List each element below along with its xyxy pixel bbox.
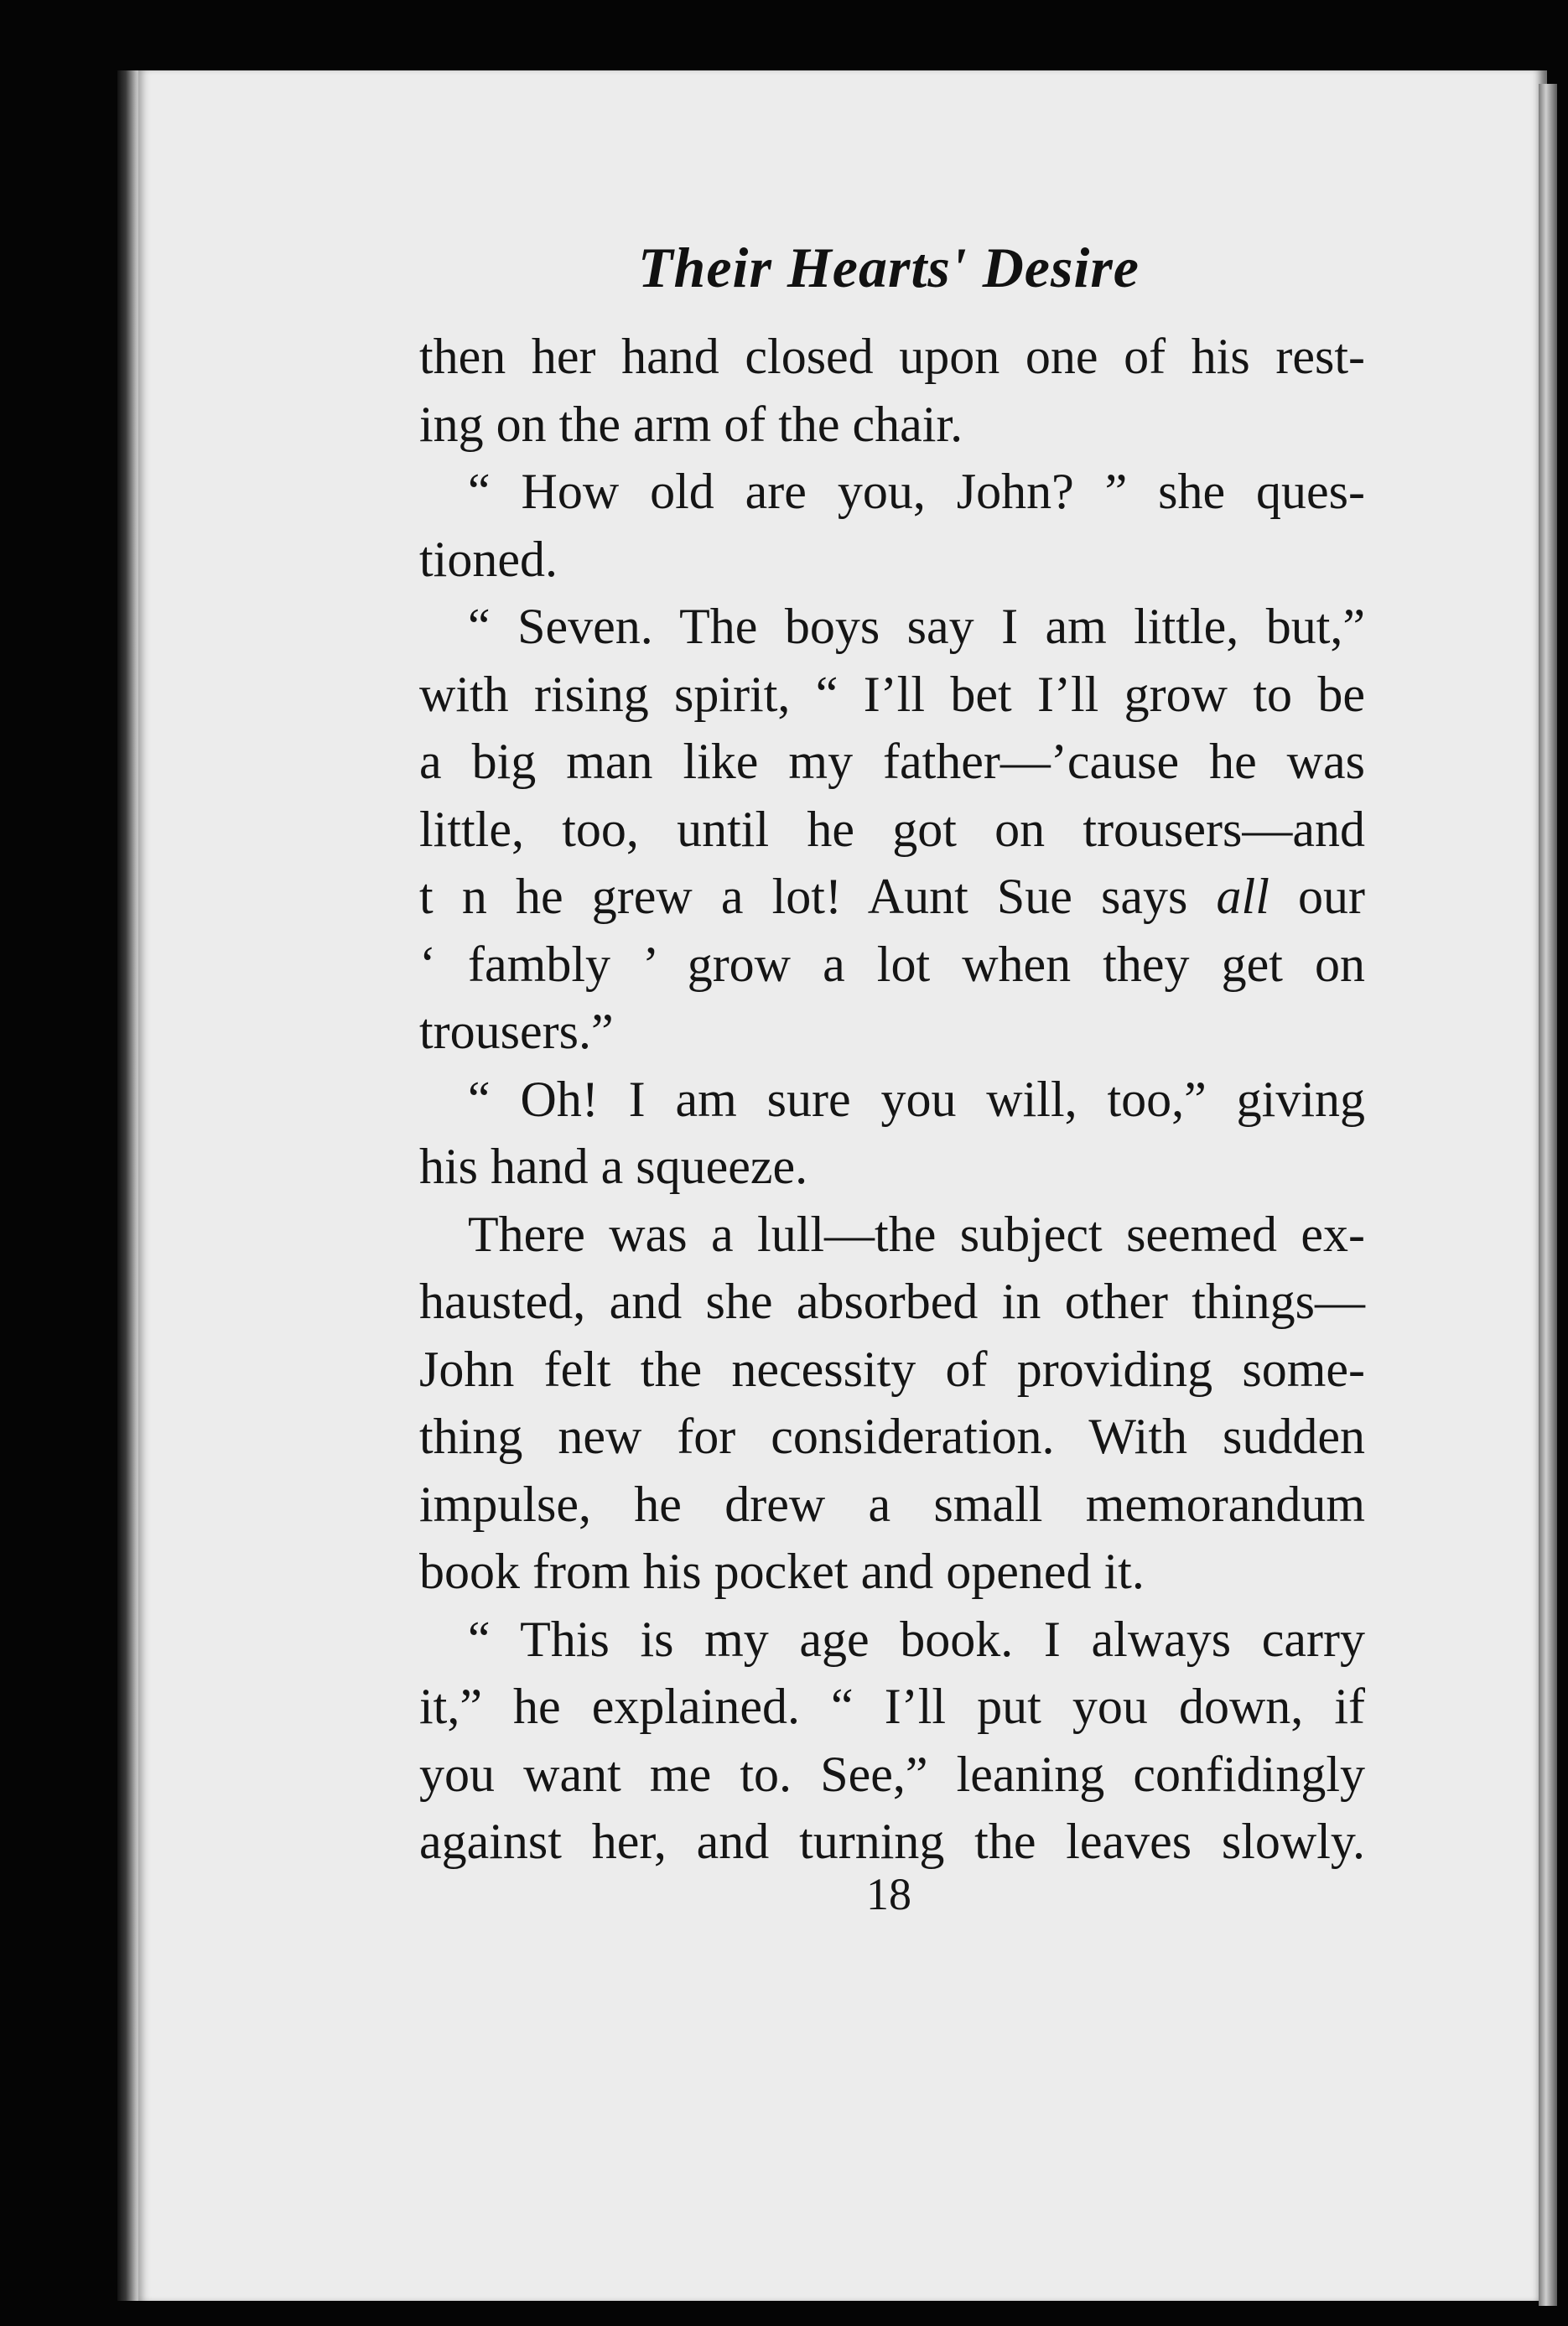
text-line: book from his pocket and opened it. — [419, 1544, 1145, 1599]
text-line: little, too, until he got on trousers—and — [419, 801, 1365, 857]
text-line: John felt the necessity of providing some- — [419, 1341, 1365, 1397]
text-line: you want me to. See,” leaning confidingly — [419, 1746, 1365, 1802]
page-edge — [1539, 84, 1557, 2306]
text-line: tioned. — [419, 531, 558, 587]
text-line: then her hand closed upon one of his rest- — [419, 329, 1365, 384]
text-line: thing new for consideration. With sudden — [419, 1409, 1365, 1464]
text-line: his hand a squeeze. — [419, 1139, 808, 1194]
text-line: hausted, and she absorbed in other things— — [419, 1274, 1365, 1329]
text-line: “ How old are you, John? ” she ques- — [468, 464, 1365, 519]
text-line: a big man like my father—’cause he was — [419, 734, 1365, 789]
text-line: “ Oh! I am sure you will, too,” giving — [468, 1071, 1365, 1127]
running-head: Their Hearts' Desire — [638, 236, 1140, 299]
text-line: “ This is my age book. I always carry — [468, 1611, 1365, 1667]
text-line: it,” he explained. “ I’ll put you down, if — [419, 1679, 1365, 1734]
page-number: 18 — [866, 1869, 911, 1919]
text-line: impulse, he drew a small memorandum — [419, 1476, 1365, 1532]
text-line: “ Seven. The boys say I am little, but,” — [468, 599, 1365, 654]
text-line: There was a lull—the subject seemed ex- — [468, 1206, 1365, 1262]
text-line: with rising spirit, “ I’ll bet I’ll grow to be — [419, 666, 1365, 722]
text-line: trousers.” — [419, 1004, 614, 1059]
text-line: ing on the arm of the chair. — [419, 396, 963, 452]
text-line: t n he grew a lot! Aunt Sue says all our — [419, 869, 1366, 924]
text-line: ‘ fambly ’ grow a lot when they get on — [419, 936, 1365, 992]
body-text — [419, 323, 1365, 1876]
text-line: against her, and turning the leaves slowly. — [419, 1814, 1365, 1869]
